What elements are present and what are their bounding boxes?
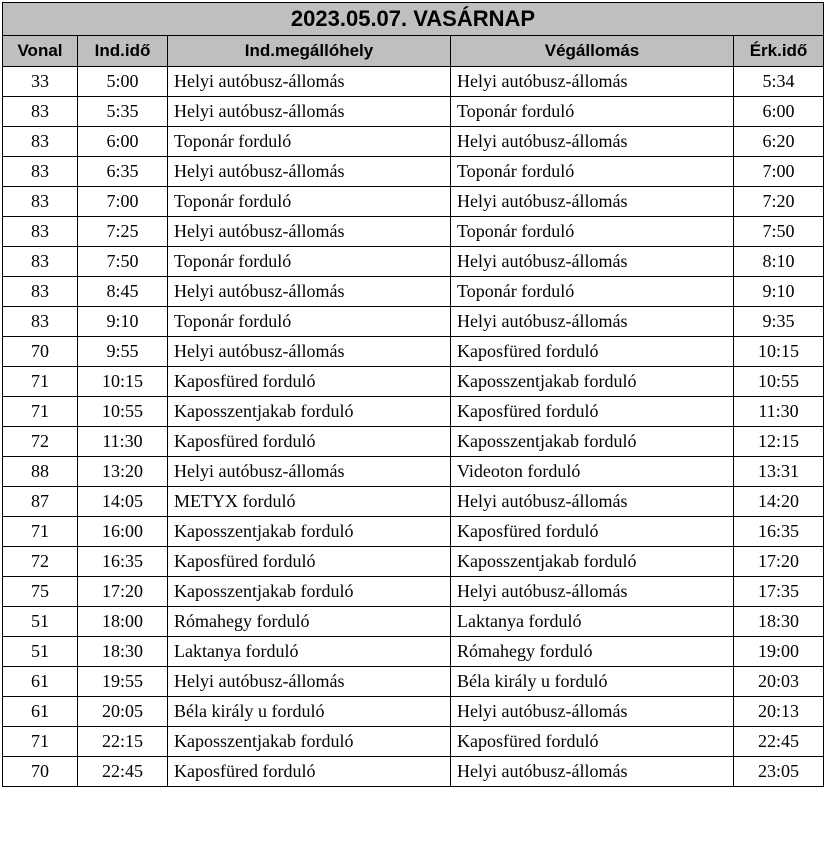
table-row — [3, 637, 824, 667]
arrival-time-cell: 13:31 — [734, 457, 824, 487]
terminus-cell: Rómahegy forduló — [451, 637, 734, 667]
arrival-time-cell: 20:13 — [734, 697, 824, 727]
departure-stop-cell: Helyi autóbusz-állomás — [168, 67, 451, 97]
arrival-time-cell: 16:35 — [734, 517, 824, 547]
departure-time-cell: 7:25 — [78, 217, 168, 247]
departure-time-cell: 6:00 — [78, 127, 168, 157]
table-row — [3, 157, 824, 187]
column-header-line: Vonal — [3, 36, 78, 67]
table-row — [3, 757, 824, 787]
arrival-time-cell: 12:15 — [734, 427, 824, 457]
line-number-cell: 71 — [3, 517, 78, 547]
table-row — [3, 667, 824, 697]
table-row — [3, 67, 824, 97]
table-row — [3, 517, 824, 547]
departure-stop-cell: Helyi autóbusz-állomás — [168, 277, 451, 307]
line-number-cell: 83 — [3, 247, 78, 277]
departure-stop-cell: Kaposfüred forduló — [168, 757, 451, 787]
departure-time-cell: 10:55 — [78, 397, 168, 427]
departure-stop-cell: Helyi autóbusz-állomás — [168, 217, 451, 247]
terminus-cell: Béla király u forduló — [451, 667, 734, 697]
departure-time-cell: 18:30 — [78, 637, 168, 667]
timetable-body — [3, 67, 824, 787]
departure-time-cell: 20:05 — [78, 697, 168, 727]
line-number-cell: 71 — [3, 397, 78, 427]
table-row — [3, 127, 824, 157]
table-row — [3, 277, 824, 307]
table-row — [3, 247, 824, 277]
arrival-time-cell: 20:03 — [734, 667, 824, 697]
arrival-time-cell: 19:00 — [734, 637, 824, 667]
departure-time-cell: 14:05 — [78, 487, 168, 517]
arrival-time-cell: 8:10 — [734, 247, 824, 277]
table-row — [3, 577, 824, 607]
column-header-arrival-time: Érk.idő — [734, 36, 824, 67]
departure-time-cell: 5:35 — [78, 97, 168, 127]
departure-stop-cell: Kaposfüred forduló — [168, 547, 451, 577]
line-number-cell: 72 — [3, 427, 78, 457]
terminus-cell: Helyi autóbusz-állomás — [451, 757, 734, 787]
line-number-cell: 61 — [3, 697, 78, 727]
terminus-cell: Kaposfüred forduló — [451, 337, 734, 367]
departure-stop-cell: Toponár forduló — [168, 247, 451, 277]
departure-stop-cell: Kaposszentjakab forduló — [168, 577, 451, 607]
table-row — [3, 397, 824, 427]
terminus-cell: Helyi autóbusz-állomás — [451, 67, 734, 97]
departure-time-cell: 9:55 — [78, 337, 168, 367]
table-row — [3, 607, 824, 637]
departure-stop-cell: Helyi autóbusz-állomás — [168, 337, 451, 367]
timetable — [2, 2, 824, 787]
departure-time-cell: 18:00 — [78, 607, 168, 637]
departure-stop-cell: Helyi autóbusz-állomás — [168, 667, 451, 697]
departure-time-cell: 22:15 — [78, 727, 168, 757]
table-row — [3, 97, 824, 127]
departure-stop-cell: Kaposszentjakab forduló — [168, 517, 451, 547]
arrival-time-cell: 6:20 — [734, 127, 824, 157]
departure-time-cell: 13:20 — [78, 457, 168, 487]
departure-stop-cell: Rómahegy forduló — [168, 607, 451, 637]
arrival-time-cell: 9:35 — [734, 307, 824, 337]
arrival-time-cell: 5:34 — [734, 67, 824, 97]
terminus-cell: Helyi autóbusz-állomás — [451, 307, 734, 337]
timetable-sheet — [2, 2, 823, 787]
table-row — [3, 547, 824, 577]
arrival-time-cell: 17:35 — [734, 577, 824, 607]
line-number-cell: 33 — [3, 67, 78, 97]
table-row — [3, 217, 824, 247]
terminus-cell: Toponár forduló — [451, 157, 734, 187]
line-number-cell: 83 — [3, 217, 78, 247]
departure-time-cell: 22:45 — [78, 757, 168, 787]
departure-time-cell: 5:00 — [78, 67, 168, 97]
terminus-cell: Helyi autóbusz-állomás — [451, 697, 734, 727]
departure-time-cell: 11:30 — [78, 427, 168, 457]
departure-time-cell: 10:15 — [78, 367, 168, 397]
terminus-cell: Kaposszentjakab forduló — [451, 367, 734, 397]
table-row — [3, 457, 824, 487]
column-header-departure-stop: Ind.megállóhely — [168, 36, 451, 67]
line-number-cell: 72 — [3, 547, 78, 577]
terminus-cell: Videoton forduló — [451, 457, 734, 487]
departure-stop-cell: Toponár forduló — [168, 187, 451, 217]
departure-time-cell: 6:35 — [78, 157, 168, 187]
line-number-cell: 71 — [3, 727, 78, 757]
terminus-cell: Helyi autóbusz-állomás — [451, 247, 734, 277]
line-number-cell: 75 — [3, 577, 78, 607]
line-number-cell: 83 — [3, 127, 78, 157]
line-number-cell: 83 — [3, 157, 78, 187]
line-number-cell: 88 — [3, 457, 78, 487]
terminus-cell: Helyi autóbusz-állomás — [451, 577, 734, 607]
arrival-time-cell: 23:05 — [734, 757, 824, 787]
departure-time-cell: 8:45 — [78, 277, 168, 307]
line-number-cell: 51 — [3, 607, 78, 637]
table-row — [3, 427, 824, 457]
table-row — [3, 187, 824, 217]
arrival-time-cell: 10:55 — [734, 367, 824, 397]
line-number-cell: 87 — [3, 487, 78, 517]
line-number-cell: 51 — [3, 637, 78, 667]
table-row — [3, 307, 824, 337]
departure-time-cell: 19:55 — [78, 667, 168, 697]
table-row — [3, 727, 824, 757]
table-row — [3, 487, 824, 517]
terminus-cell: Toponár forduló — [451, 217, 734, 247]
departure-stop-cell: Kaposszentjakab forduló — [168, 397, 451, 427]
terminus-cell: Helyi autóbusz-állomás — [451, 487, 734, 517]
arrival-time-cell: 14:20 — [734, 487, 824, 517]
timetable-title: 2023.05.07. VASÁRNAP — [3, 3, 824, 36]
column-header-departure-time: Ind.idő — [78, 36, 168, 67]
departure-stop-cell: Toponár forduló — [168, 307, 451, 337]
line-number-cell: 83 — [3, 187, 78, 217]
line-number-cell: 83 — [3, 97, 78, 127]
arrival-time-cell: 6:00 — [734, 97, 824, 127]
departure-stop-cell: Helyi autóbusz-állomás — [168, 157, 451, 187]
terminus-cell: Kaposszentjakab forduló — [451, 427, 734, 457]
departure-time-cell: 16:00 — [78, 517, 168, 547]
line-number-cell: 70 — [3, 757, 78, 787]
departure-time-cell: 9:10 — [78, 307, 168, 337]
terminus-cell: Kaposszentjakab forduló — [451, 547, 734, 577]
table-row — [3, 337, 824, 367]
terminus-cell: Laktanya forduló — [451, 607, 734, 637]
departure-time-cell: 16:35 — [78, 547, 168, 577]
departure-time-cell: 7:50 — [78, 247, 168, 277]
terminus-cell: Kaposfüred forduló — [451, 517, 734, 547]
arrival-time-cell: 9:10 — [734, 277, 824, 307]
arrival-time-cell: 11:30 — [734, 397, 824, 427]
arrival-time-cell: 7:50 — [734, 217, 824, 247]
terminus-cell: Helyi autóbusz-állomás — [451, 127, 734, 157]
terminus-cell: Kaposfüred forduló — [451, 727, 734, 757]
departure-stop-cell: Kaposfüred forduló — [168, 427, 451, 457]
line-number-cell: 70 — [3, 337, 78, 367]
line-number-cell: 83 — [3, 307, 78, 337]
terminus-cell: Toponár forduló — [451, 277, 734, 307]
terminus-cell: Helyi autóbusz-állomás — [451, 187, 734, 217]
departure-time-cell: 17:20 — [78, 577, 168, 607]
arrival-time-cell: 7:00 — [734, 157, 824, 187]
departure-stop-cell: Helyi autóbusz-állomás — [168, 97, 451, 127]
arrival-time-cell: 17:20 — [734, 547, 824, 577]
arrival-time-cell: 18:30 — [734, 607, 824, 637]
line-number-cell: 83 — [3, 277, 78, 307]
arrival-time-cell: 7:20 — [734, 187, 824, 217]
arrival-time-cell: 22:45 — [734, 727, 824, 757]
line-number-cell: 71 — [3, 367, 78, 397]
departure-stop-cell: METYX forduló — [168, 487, 451, 517]
departure-stop-cell: Laktanya forduló — [168, 637, 451, 667]
arrival-time-cell: 10:15 — [734, 337, 824, 367]
terminus-cell: Toponár forduló — [451, 97, 734, 127]
departure-stop-cell: Kaposfüred forduló — [168, 367, 451, 397]
table-row — [3, 697, 824, 727]
line-number-cell: 61 — [3, 667, 78, 697]
departure-time-cell: 7:00 — [78, 187, 168, 217]
column-header-terminus: Végállomás — [451, 36, 734, 67]
departure-stop-cell: Helyi autóbusz-állomás — [168, 457, 451, 487]
departure-stop-cell: Béla király u forduló — [168, 697, 451, 727]
table-row — [3, 367, 824, 397]
terminus-cell: Kaposfüred forduló — [451, 397, 734, 427]
departure-stop-cell: Toponár forduló — [168, 127, 451, 157]
departure-stop-cell: Kaposszentjakab forduló — [168, 727, 451, 757]
